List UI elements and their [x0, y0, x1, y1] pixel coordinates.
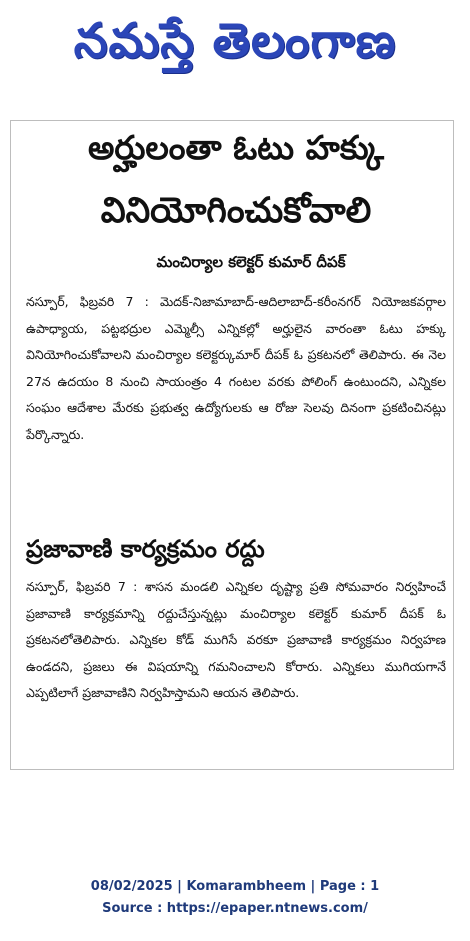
headline-line-2: వినియోగించుకోవాలి [100, 191, 372, 231]
footer-date-edition-page: 08/02/2025 | Komarambheem | Page : 1 [90, 879, 380, 894]
article-body: నస్పూర్, ఫిబ్రవరి 7 : మెదక్-నిజామాబాద్-ఆదిలాబాద్-కరీంనగర్ నియోజకవర్గాల ఉపాధ్యాయ, పట్టభద్రుల ఎమ్మెల్సీ ఎన్నికల్లో అర్హులైన వారంతా ఓటు హక్కు వినియోగించుకోవాలని మంచిర్యాల కలెక్టర్కుమార్ దీపక్ ఓ ప్రకటనలో తెలిపారు. ఈ నెల 27న ఉదయం 8 నుంచి సాయంత్రం 4 గంటల వరకు పోలింగ్ ఉంటుందని, ఎన్నికల సంఘం ఆదేశాల మేరకు ప్రభుత్వ ఉద్యోగులకు ఆ రోజు సెలవు దినంగా ప్రకటించినట్లు పేర్కొన్నారు. [26, 294, 446, 442]
article-byline: మంచిర్యాల కలెక్టర్ కుమార్ దీపక్ [156, 253, 346, 271]
newspaper-name: నమస్తే తెలంగాణ [73, 13, 397, 69]
footer-source: Source : https://epaper.ntnews.com/ [102, 901, 368, 916]
headline-line-1: అర్హులంతా ఓటు హక్కు [88, 128, 384, 167]
second-article-headline: ప్రజావాణి కార్యక్రమం రద్దు [26, 535, 265, 563]
second-article-body: నస్పూర్, ఫిబ్రవరి 7 : శాసన మండలి ఎన్నికల దృష్ట్యా ప్రతి సోమవారం నిర్వహించే ప్రజావాణి కార్యక్రమాన్ని రద్దుచేస్తున్నట్లు మంచిర్యాల కలెక్టర్ కుమార్ దీపక్ ఓ ప్రకటనలోతెలిపారు. ఎన్నికల కోడ్ ముగిసే వరకూ ప్రజావాణి కార్యక్రమం నిర్వహణ ఉండదని, ప్రజలు ఈ విషయాన్ని గమనించాలని కోరారు. ఎన్నికలు ముగియగానే ఎప్పటిలాగే ప్రజావాణిని నిర్వహిస్తామని ఆయన తెలిపారు. [26, 579, 446, 701]
newspaper-masthead [0, 4, 470, 78]
